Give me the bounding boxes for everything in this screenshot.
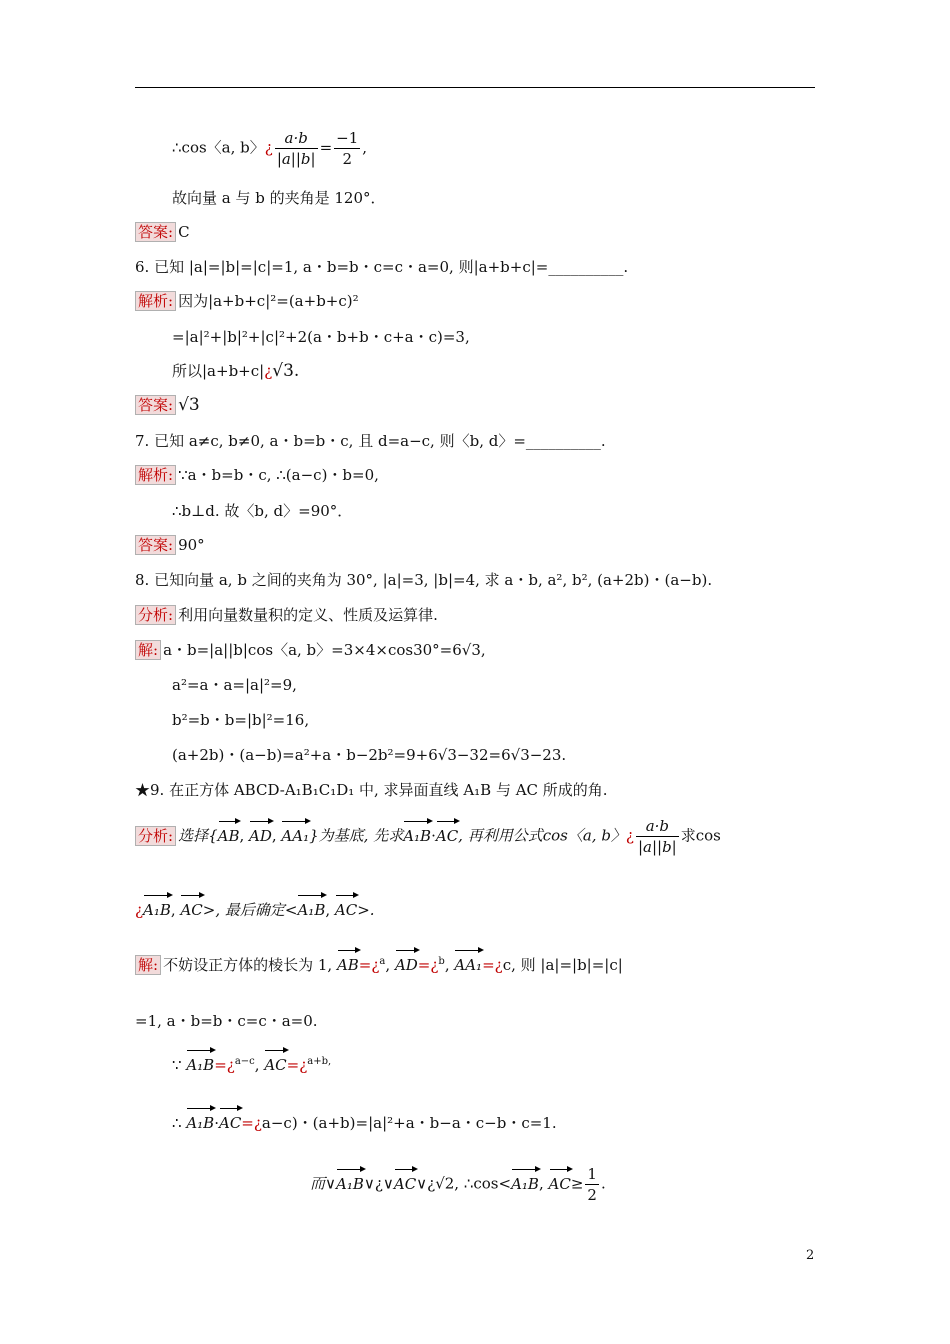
numerator: 1 [587,1165,597,1183]
text: ∴cos〈a, b〉 [172,138,265,157]
numerator: −1 [336,129,359,147]
text: =¿ [241,1114,262,1132]
vector: A₁B [403,819,431,847]
text: ≥ [570,1174,584,1193]
fraction [275,128,318,169]
text: a−c)・(a+b)=|a|²+a・b−a・c−b・c=1. [261,1114,557,1132]
text: 选择{ [178,826,218,845]
text: . [600,1174,606,1193]
vector: A₁B [186,1048,214,1076]
solution-8-line: a²=a・a=|a|²=9, [172,676,297,694]
denominator: 2 [342,150,352,168]
solution-6-line: =|a|²+|b|²+|c|²+2(a・b+b・c+a・c)=3, [172,328,470,346]
text: >. [357,901,375,919]
fraction [334,128,360,169]
denominator: |a||b| [637,838,677,856]
answer-value: √3 [178,395,200,415]
vector: A₁B [511,1167,539,1195]
analysis-tag: 解析: [135,291,176,311]
vector: A₁B [186,1106,214,1134]
analysis-8 [135,604,438,626]
question-6: 6. 已知 |a|=|b|=|c|=1, a・b=b・c=c・a=0, 则|a+b+c|=__________. [135,258,629,276]
text: =¿ [214,1056,235,1074]
solution-9-dot: ∴ A₁B·AC=¿a−c)・(a+b)=|a|²+a・b−a・c−b・c=1. [172,1106,557,1134]
solution-8-line: b²=b・b=|b|²=16, [172,711,310,729]
answer-value: 90° [178,536,205,554]
text: ¿ [135,901,144,919]
answer-tag: 答案: [135,395,176,415]
vector: AD [395,948,418,976]
text: √3. [272,361,300,381]
answer-tag: 答案: [135,222,176,242]
text: ∨¿√2, ∴cos< [416,1174,512,1193]
solution-6-result [172,360,299,382]
denominator: 2 [587,1186,597,1204]
solution-tag: 解: [135,955,161,975]
vector: AC [549,1167,571,1195]
text: 而∨ [310,1174,336,1193]
vector: A₁B [297,893,325,921]
denominator: |a||b| [276,150,316,168]
text: =¿ [482,956,503,974]
text: ¿ [264,362,273,380]
vector: A₁B [143,893,171,921]
solution-8-line: (a+2b)・(a−b)=a²+a・b−2b²=9+6√3−32=6√3−23. [172,746,567,764]
text: a・b=|a||b|cos〈a, b〉=3×4×cos30°=6√3, [163,641,486,659]
vector: AB [337,948,359,976]
formula-cos-ab [172,128,367,169]
text: 所以|a+b+c| [172,362,265,380]
vector: AA₁ [454,948,482,976]
text: ∵a・b=b・c, ∴(a−c)・b=0, [178,466,379,484]
solution-9-vectors: ∵ A₁B=¿$^{a-c}$, AC=¿$^{a+b,}$ [172,1048,331,1076]
text: a+b, [307,1056,332,1067]
solution-7 [135,464,379,486]
text: ¿ [264,138,273,157]
vector: AD [249,819,272,847]
analysis-tag: 分析: [135,826,176,846]
analysis-9: 分析: 选择{AB, AD, AA₁}为基底, 先求A₁B·AC, 再利用公式cos〈a, b〉¿ $\frac{a\cdot b}{|a||b|}$ 求cos [135,816,721,857]
vector: AC [180,893,202,921]
analysis-tag: 解析: [135,465,176,485]
solution-7-line: ∴b⊥d. 故〈b, d〉=90°． [172,502,353,520]
text: ∵ [172,1056,182,1074]
question-7: 7. 已知 a≠c, b≠0, a・b=b・c, 且 d=a−c, 则〈b, d〉=__________. [135,432,606,450]
text: ¿ [625,826,634,845]
vector: AC [335,893,357,921]
question-9: ★9. 在正方体 ABCD-A₁B₁C₁D₁ 中, 求异面直线 A₁B 与 AC 所成的角. [135,781,608,799]
text: 求cos [680,826,721,845]
text: ∴ [172,1114,182,1132]
solution-6 [135,290,359,312]
solution-tag: 解: [135,640,161,660]
answer-tag: 答案: [135,535,176,555]
text: =¿ [286,1056,308,1074]
answer-5 [135,221,190,243]
vector: AA₁ [281,819,309,847]
text: 因为|a+b+c|²=(a+b+c)² [178,292,359,310]
vector: AB [218,819,240,847]
text: =¿ [417,956,439,974]
text: a−c [234,1056,255,1067]
text: >, 最后确定< [202,901,298,919]
solution-9-line: =1, a・b=b・c=c・a=0. [135,1012,318,1030]
text: b [438,956,445,967]
text: }为基底, 先求 [309,826,404,845]
text: = [319,138,333,157]
text: , [362,138,368,157]
analysis-tag: 分析: [135,605,176,625]
vector: AC [436,819,458,847]
fraction [585,1164,599,1205]
vector: AC [264,1048,286,1076]
answer-value: C [178,223,190,241]
question-8: 8. 已知向量 a, b 之间的夹角为 30°, |a|=3, |b|=4, 求 a・b, a², b², (a+2b)・(a−b). [135,571,713,589]
solution-9-result: 而∨A₁B∨¿∨AC∨¿√2, ∴cos<A₁B, AC≥ $\frac{1}{2}$ . [310,1165,606,1204]
fraction [636,816,679,857]
vector: A₁B [336,1167,364,1195]
text: 不妨设正方体的棱长为 1 [163,956,328,974]
solution-8 [135,639,486,661]
text: =¿ [358,956,380,974]
header-rule [135,87,815,88]
page-number: 2 [806,1248,815,1263]
text: c, 则 |a|=|b|=|c| [502,956,623,974]
text: ∨¿∨ [363,1174,394,1193]
numerator: a·b [636,816,679,837]
text: a [379,956,386,967]
solution-9: 解: 不妨设正方体的棱长为 1, AB=¿$^a$, AD=¿$^b$, AA₁=¿c, 则 |a|=|b|=|c| [135,948,623,976]
analysis-9-line2: ¿A₁B, AC>, 最后确定<A₁B, AC>. [135,893,375,921]
vector: AC [394,1167,416,1195]
text: 利用向量数量积的定义、性质及运算律. [178,606,438,624]
answer-7 [135,534,205,556]
answer-6 [135,394,200,416]
vector: AC [219,1106,241,1134]
conclusion-text: 故向量 a 与 b 的夹角是 120°． [172,189,386,207]
text: , 再利用公式cos〈a, b〉 [458,826,626,845]
numerator: a·b [275,128,318,149]
